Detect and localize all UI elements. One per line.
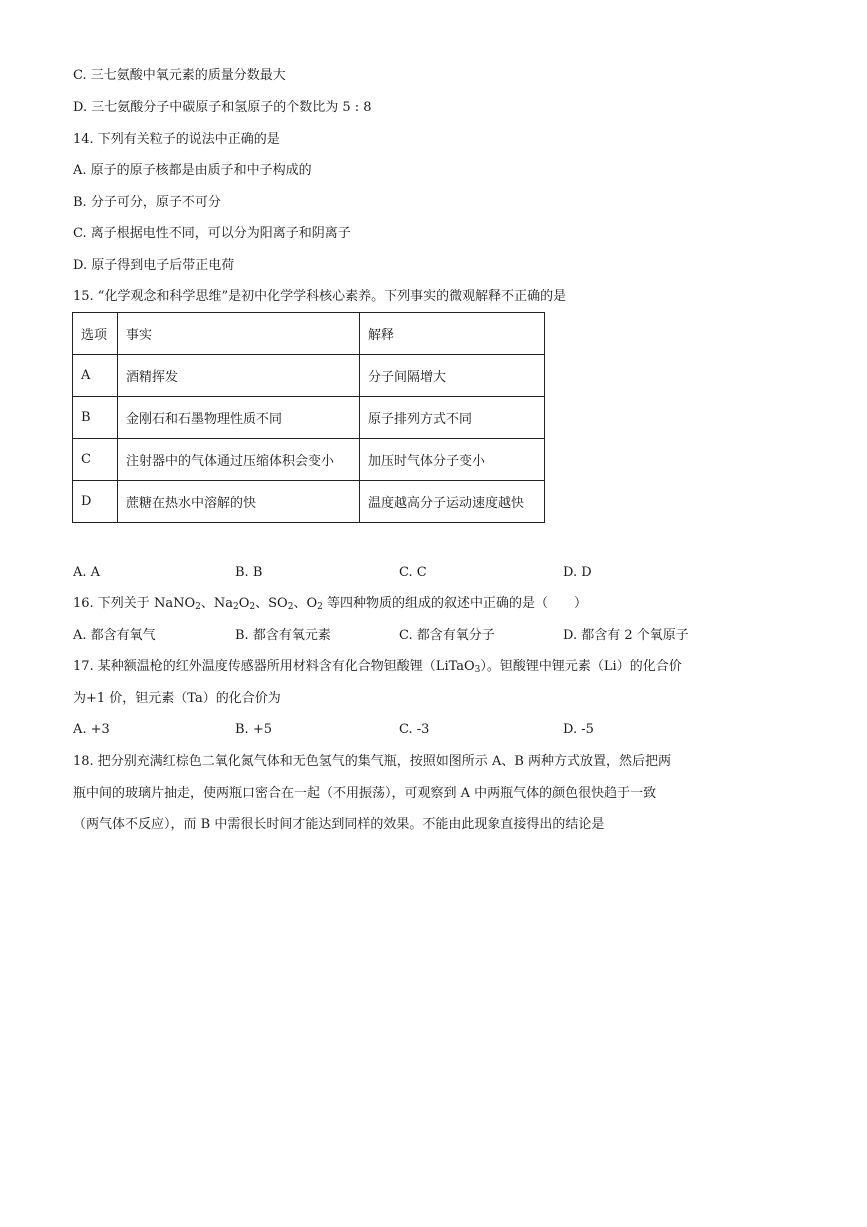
table-cell: 金刚石和石墨物理性质不同 bbox=[118, 397, 360, 439]
q16-option-a: A. 都含有氧气 bbox=[73, 628, 156, 643]
table-cell: 蔗糖在热水中溶解的快 bbox=[118, 481, 360, 523]
q18-stem-line2: 瓶中间的玻璃片抽走，使两瓶口密合在一起（不用振荡），可观察到 A 中两瓶气体的颜色很快趋于一致 bbox=[73, 786, 657, 801]
table-cell: 分子间隔增大 bbox=[360, 355, 545, 397]
q14-stem: 14. 下列有关粒子的说法中正确的是 bbox=[73, 132, 280, 147]
q17-option-c: C. -3 bbox=[399, 722, 430, 737]
q18-stem-line1: 18. 把分别充满红棕色二氧化氮气体和无色氢气的集气瓶，按照如图所示 A、B 两种方式放置，然后把两 bbox=[73, 754, 672, 769]
q16-options bbox=[73, 627, 753, 645]
q14-option-a: A. 原子的原子核都是由质子和中子构成的 bbox=[73, 163, 312, 178]
table-header-row bbox=[73, 313, 545, 355]
q16-option-d: D. 都含有 2 个氧原子 bbox=[563, 628, 689, 643]
q16-option-b: B. 都含有氧元素 bbox=[235, 628, 331, 643]
table-row bbox=[73, 439, 545, 481]
q17-option-a: A. +3 bbox=[73, 722, 110, 737]
table-cell: 温度越高分子运动速度越快 bbox=[360, 481, 545, 523]
q16-stem: 16. 下列关于 NaNO$_2$、$Na_2O_2$、$SO_2$、$O_2$ 等四种物质的组成的叙述中正确的是（ ） bbox=[73, 596, 587, 612]
table-row bbox=[73, 355, 545, 397]
q14-option-d: D. 原子得到电子后带正电荷 bbox=[73, 258, 235, 273]
table-header-cell: 选项 bbox=[73, 313, 118, 355]
q17-option-d: D. -5 bbox=[563, 722, 594, 737]
q15-option-b: B. B bbox=[235, 565, 263, 580]
q15-option-c: C. C bbox=[399, 565, 427, 580]
q14-option-b: B. 分子可分，原子不可分 bbox=[73, 195, 221, 210]
table-row bbox=[73, 481, 545, 523]
q16-option-c: C. 都含有氧分子 bbox=[399, 628, 495, 643]
table-cell: A bbox=[73, 355, 118, 397]
table-header-cell: 事实 bbox=[118, 313, 360, 355]
table-row bbox=[73, 397, 545, 439]
q15-options bbox=[73, 564, 753, 582]
q13-option-d: D. 三七氨酸分子中碳原子和氢原子的个数比为 5 : 8 bbox=[73, 100, 372, 115]
q15-stem: 15. “化学观念和科学思维”是初中化学学科核心素养。下列事实的微观解释不正确的是 bbox=[73, 289, 567, 304]
table-cell: C bbox=[73, 439, 118, 481]
q17-stem-line2: 为+1 价，钽元素（Ta）的化合价为 bbox=[73, 691, 281, 706]
table-cell: 注射器中的气体通过压缩体积会变小 bbox=[118, 439, 360, 481]
q15-option-d: D. D bbox=[563, 565, 592, 580]
table-cell: 原子排列方式不同 bbox=[360, 397, 545, 439]
q14-option-c: C. 离子根据电性不同，可以分为阳离子和阴离子 bbox=[73, 226, 351, 241]
q18-stem-line3: （两气体不反应），而 B 中需很长时间才能达到同样的效果。不能由此现象直接得出的结论是 bbox=[73, 817, 605, 832]
q15-table bbox=[72, 312, 545, 523]
table-cell: 加压时气体分子变小 bbox=[360, 439, 545, 481]
table-cell: B bbox=[73, 397, 118, 439]
q15-option-a: A. A bbox=[73, 565, 101, 580]
table-cell: D bbox=[73, 481, 118, 523]
table-header-cell: 解释 bbox=[360, 313, 545, 355]
q17-option-b: B. +5 bbox=[235, 722, 272, 737]
q17-stem-line1: 17. 某种额温枪的红外温度传感器所用材料含有化合物钽酸锂（LiTaO$_3$）。钽酸锂中锂元素（Li）的化合价 bbox=[73, 659, 682, 675]
q13-option-c: C. 三七氨酸中氧元素的质量分数最大 bbox=[73, 68, 286, 83]
q17-options bbox=[73, 721, 753, 739]
table-cell: 酒精挥发 bbox=[118, 355, 360, 397]
